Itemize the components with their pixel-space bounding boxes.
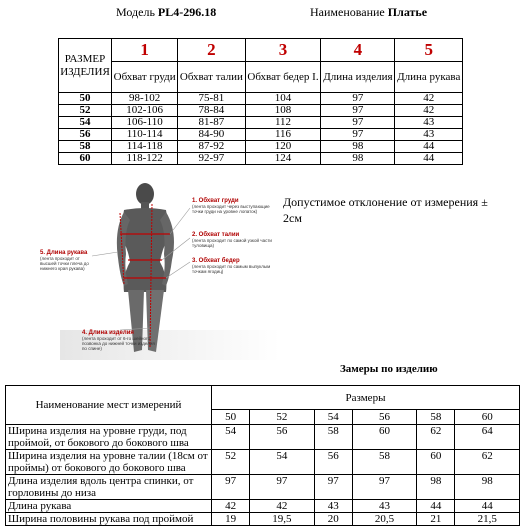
size-column: 54: [314, 410, 352, 425]
measurement-name: Длина изделия вдоль центра спинки, от горловины до низа: [6, 475, 212, 500]
measurement-value: 58: [352, 450, 416, 475]
measurement-value: 56: [250, 425, 314, 450]
measurement-row: [6, 500, 520, 513]
model-label: Модель: [116, 5, 155, 19]
measurement-value: 44: [455, 500, 520, 513]
size-cell: 118-122: [112, 153, 178, 165]
measurement-value: 97: [314, 475, 352, 500]
size-row: [59, 129, 463, 141]
measurement-value: 98: [417, 475, 455, 500]
size-cell: 42: [395, 105, 463, 117]
measurement-name-header: Наименование мест измерений: [6, 386, 212, 425]
column-label: Длина рукава: [395, 62, 463, 93]
size-cell: 97: [321, 93, 395, 105]
measurement-name: Ширина изделия на уровне груди, под проймой, от бокового до бокового шва: [6, 425, 212, 450]
tolerance-value: ± 2см: [283, 195, 488, 225]
measurement-value: 54: [250, 450, 314, 475]
size-cell: 81-87: [178, 117, 245, 129]
size-row: [59, 93, 463, 105]
size-column: 50: [212, 410, 250, 425]
size-cell: 97: [321, 129, 395, 141]
size-value: 58: [59, 141, 112, 153]
measurement-value: 20: [314, 513, 352, 526]
column-label: Обхват бедер I.: [245, 62, 321, 93]
measurement-value: 54: [212, 425, 250, 450]
name-heading: [310, 5, 427, 20]
size-cell: 112: [245, 117, 321, 129]
size-value: 54: [59, 117, 112, 129]
size-cell: 97: [321, 117, 395, 129]
measurement-row: [6, 475, 520, 500]
measurement-name: Ширина изделия на уровне талии (18см от проймы) от бокового до бокового шва: [6, 450, 212, 475]
measurement-value: 19,5: [250, 513, 314, 526]
size-column: 52: [250, 410, 314, 425]
measurement-name: Ширина половины рукава под проймой: [6, 513, 212, 526]
tolerance-note: [283, 194, 503, 226]
column-label: Длина изделия: [321, 62, 395, 93]
measurement-value: 98: [455, 475, 520, 500]
measurement-row: [6, 425, 520, 450]
size-cell: 110-114: [112, 129, 178, 141]
model-heading: [116, 5, 216, 20]
callout-waist: 2. Обхват талии (лента проходит по самой узкой части туловища): [192, 232, 272, 248]
name-value: Платье: [387, 5, 428, 19]
column-label: Обхват талии: [178, 62, 245, 93]
size-row: [59, 141, 463, 153]
measurement-value: 42: [212, 500, 250, 513]
measurement-value: 97: [250, 475, 314, 500]
measurement-value: 97: [212, 475, 250, 500]
measurement-value: 44: [417, 500, 455, 513]
body-measurement-figure: [40, 180, 285, 370]
measurement-value: 62: [455, 450, 520, 475]
size-value: 50: [59, 93, 112, 105]
size-cell: 116: [245, 129, 321, 141]
measurement-value: 20,5: [352, 513, 416, 526]
measurement-value: 60: [352, 425, 416, 450]
size-cell: 98-102: [112, 93, 178, 105]
column-number: 3: [245, 39, 321, 62]
model-code: PL4-296.18: [157, 5, 217, 19]
size-cell: 104: [245, 93, 321, 105]
size-column: 58: [417, 410, 455, 425]
size-cell: 43: [395, 129, 463, 141]
size-cell: 92-97: [178, 153, 245, 165]
column-label: Обхват груди: [112, 62, 178, 93]
size-row: [59, 153, 463, 165]
measurement-value: 21: [417, 513, 455, 526]
callout-sleeve: 5. Длина рукава (лента проходит от высшей точки плеча до нижнего края рукава): [40, 250, 89, 271]
name-label: Наименование: [310, 5, 385, 19]
size-cell: 106-110: [112, 117, 178, 129]
callout-hips: 3. Обхват бедер (лента проходит по самым выпуклым точкам ягодиц): [192, 258, 271, 274]
measurement-value: 62: [417, 425, 455, 450]
size-cell: 120: [245, 141, 321, 153]
measurement-value: 21,5: [455, 513, 520, 526]
column-number: 4: [321, 39, 395, 62]
size-value: 52: [59, 105, 112, 117]
size-column-header: РАЗМЕР ИЗДЕЛИЯ: [59, 39, 112, 93]
size-column: 56: [352, 410, 416, 425]
size-value: 56: [59, 129, 112, 141]
size-cell: 43: [395, 117, 463, 129]
size-cell: 102-106: [112, 105, 178, 117]
size-cell: 97: [321, 105, 395, 117]
column-number: 5: [395, 39, 463, 62]
size-row: [59, 117, 463, 129]
column-number: 1: [112, 39, 178, 62]
measurement-value: 97: [352, 475, 416, 500]
measurement-row: [6, 513, 520, 526]
tolerance-text: Допустимое отклонение от измерения: [283, 195, 479, 209]
size-cell: 44: [395, 153, 463, 165]
measurement-value: 60: [417, 450, 455, 475]
measurement-value: 56: [314, 450, 352, 475]
measurement-value: 52: [212, 450, 250, 475]
size-cell: 124: [245, 153, 321, 165]
size-table: [58, 38, 463, 165]
size-cell: 108: [245, 105, 321, 117]
size-column: 60: [455, 410, 520, 425]
size-cell: 98: [321, 153, 395, 165]
measurement-name: Длина рукава: [6, 500, 212, 513]
callout-chest: 1. Обхват груди (лента проходит через выступающие точки груди на уровне лопаток): [192, 198, 270, 214]
measurement-row: [6, 450, 520, 475]
size-cell: 42: [395, 93, 463, 105]
measurement-value: 43: [352, 500, 416, 513]
size-row: [59, 105, 463, 117]
column-number: 2: [178, 39, 245, 62]
measurement-value: 64: [455, 425, 520, 450]
size-cell: 87-92: [178, 141, 245, 153]
size-cell: 114-118: [112, 141, 178, 153]
size-value: 60: [59, 153, 112, 165]
size-cell: 44: [395, 141, 463, 153]
measurement-value: 43: [314, 500, 352, 513]
size-cell: 84-90: [178, 129, 245, 141]
size-cell: 98: [321, 141, 395, 153]
measurement-value: 19: [212, 513, 250, 526]
size-cell: 78-84: [178, 105, 245, 117]
product-measurements-table: [5, 385, 520, 526]
measurement-value: 58: [314, 425, 352, 450]
measurement-value: 42: [250, 500, 314, 513]
product-table-title: Замеры по изделию: [340, 363, 438, 375]
size-cell: 75-81: [178, 93, 245, 105]
callout-length: 4. Длина изделия (лента проходит от 6-го шейного позвонка до нижней точки изделия по спине): [82, 330, 155, 351]
sizes-header: Размеры: [212, 386, 520, 410]
